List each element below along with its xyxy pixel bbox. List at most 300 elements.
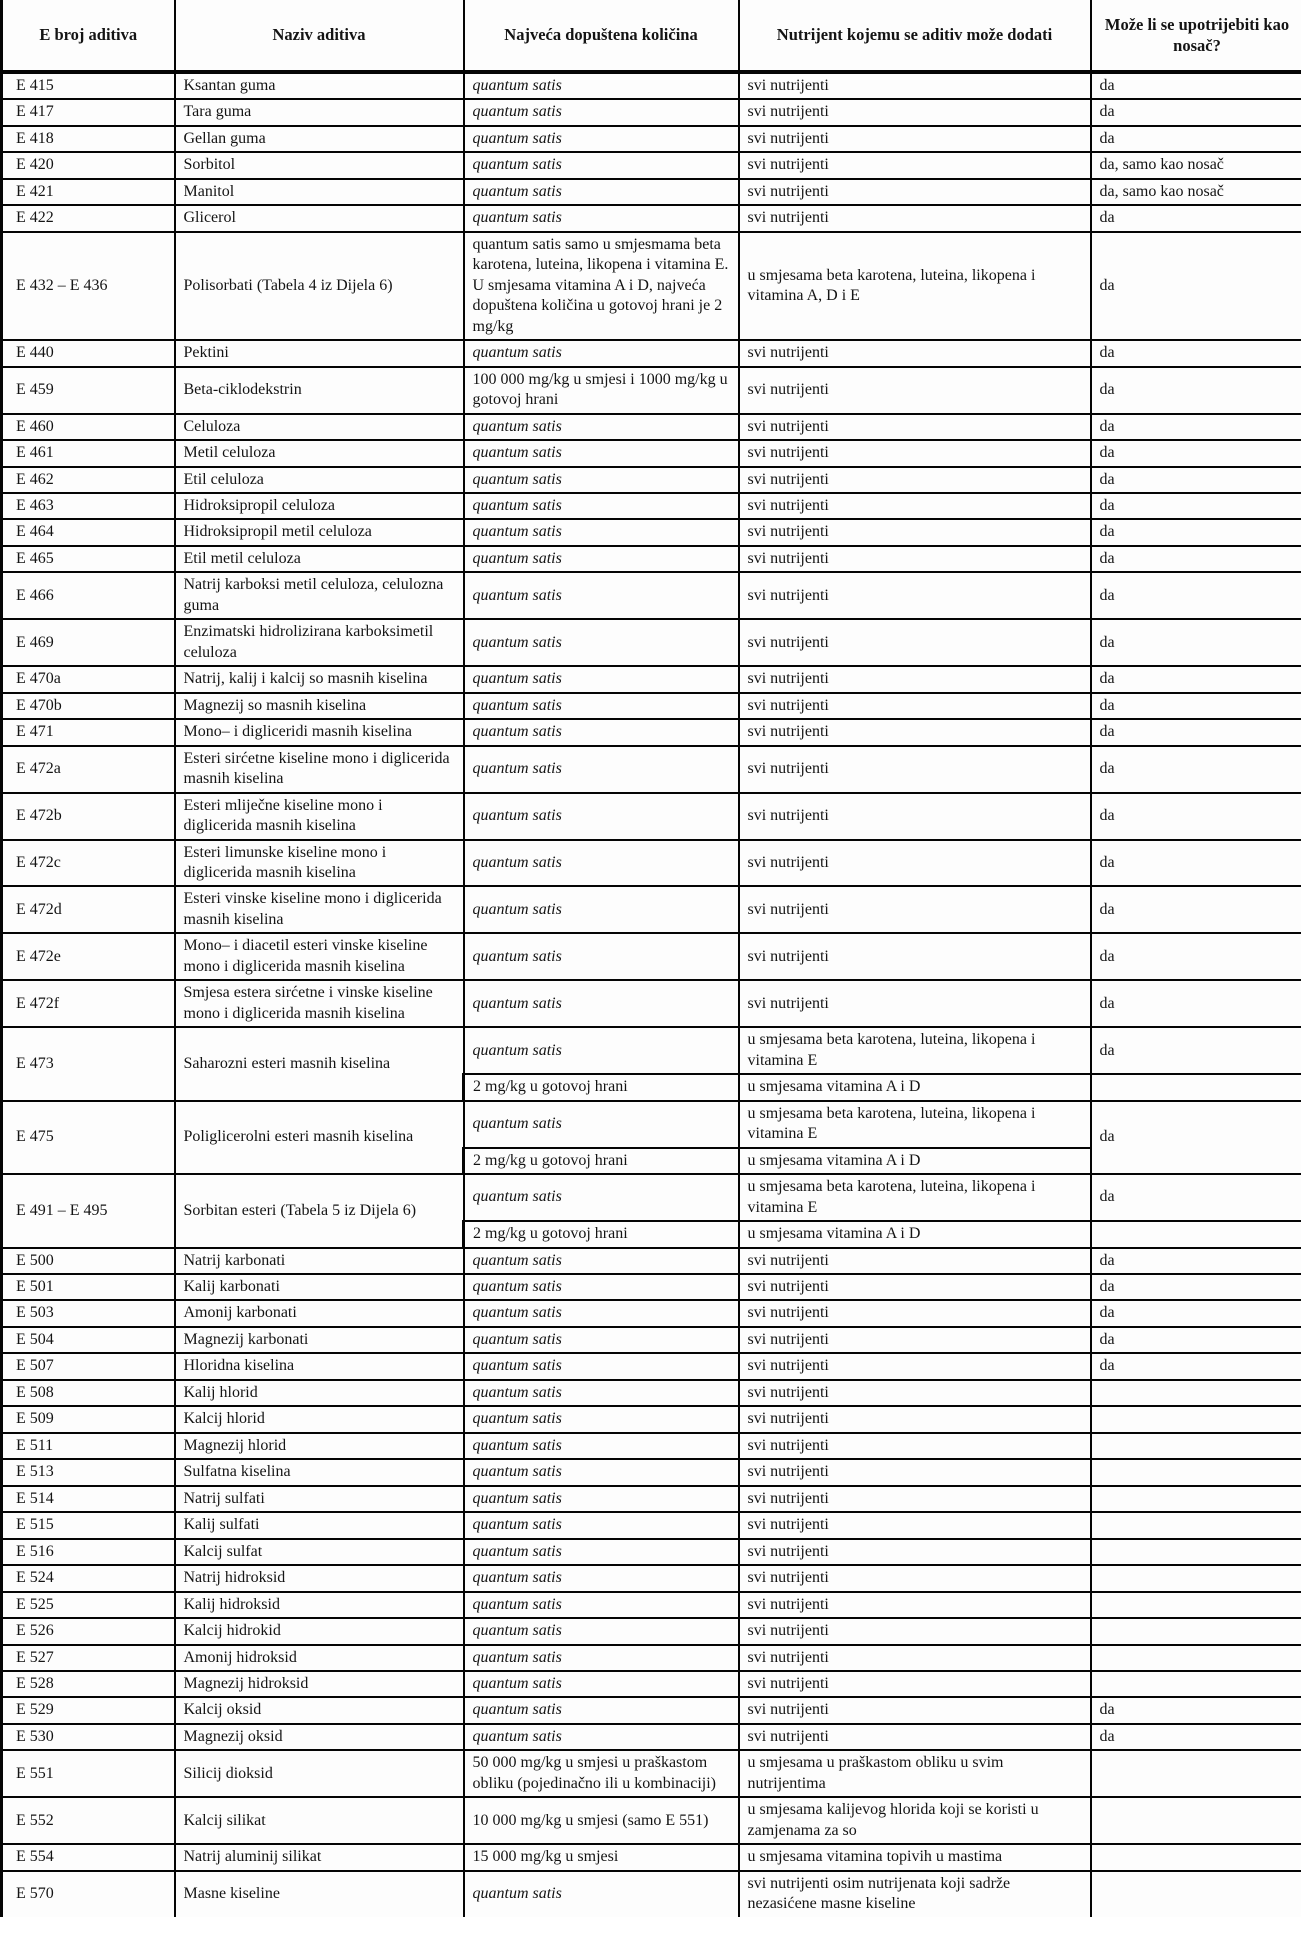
cell-additive-name: Beta-ciklodekstrin	[175, 367, 464, 414]
cell-e-number: E 552	[2, 1797, 175, 1844]
cell-additive-name: Poliglicerolni esteri masnih kiselina	[175, 1101, 464, 1174]
table-row	[2, 72, 1301, 99]
cell-additive-name: Hidroksipropil metil celuloza	[175, 519, 464, 545]
cell-nutrient: svi nutrijenti	[739, 1380, 1091, 1406]
cell-carrier: da	[1091, 546, 1301, 572]
cell-e-number: E 471	[2, 719, 175, 745]
cell-max-amount: quantum satis	[464, 126, 739, 152]
cell-additive-name: Sorbitol	[175, 152, 464, 178]
cell-carrier	[1091, 1380, 1301, 1406]
cell-additive-name: Magnezij hlorid	[175, 1433, 464, 1459]
table-row	[2, 1027, 1301, 1074]
cell-carrier	[1091, 1565, 1301, 1591]
cell-carrier	[1091, 1486, 1301, 1512]
cell-max-amount: quantum satis	[464, 1300, 739, 1326]
cell-e-number: E 527	[2, 1645, 175, 1671]
cell-e-number: E 432 – E 436	[2, 232, 175, 340]
cell-e-number: E 516	[2, 1539, 175, 1565]
cell-nutrient: svi nutrijenti	[739, 72, 1091, 99]
table-row	[2, 1539, 1301, 1565]
cell-e-number: E 466	[2, 572, 175, 619]
cell-max-amount: 10 000 mg/kg u smjesi (samo E 551)	[464, 1797, 739, 1844]
table-row	[2, 1486, 1301, 1512]
cell-e-number: E 475	[2, 1101, 175, 1174]
table-row	[2, 1844, 1301, 1870]
cell-additive-name: Magnezij so masnih kiselina	[175, 693, 464, 719]
cell-nutrient: svi nutrijenti	[739, 1671, 1091, 1697]
cell-max-amount: quantum satis	[464, 152, 739, 178]
table-row	[2, 232, 1301, 340]
cell-e-number: E 472d	[2, 886, 175, 933]
table-header	[2, 0, 1301, 72]
cell-additive-name: Saharozni esteri masnih kiselina	[175, 1027, 464, 1100]
cell-nutrient: svi nutrijenti	[739, 1724, 1091, 1750]
cell-nutrient: svi nutrijenti	[739, 1433, 1091, 1459]
table-row	[2, 519, 1301, 545]
cell-max-amount: quantum satis	[464, 719, 739, 745]
cell-nutrient: svi nutrijenti	[739, 746, 1091, 793]
cell-additive-name: Metil celuloza	[175, 440, 464, 466]
cell-carrier: da	[1091, 205, 1301, 231]
cell-carrier	[1091, 1433, 1301, 1459]
cell-nutrient: svi nutrijenti	[739, 886, 1091, 933]
cell-max-amount: 15 000 mg/kg u smjesi	[464, 1844, 739, 1870]
table-row	[2, 152, 1301, 178]
cell-e-number: E 513	[2, 1459, 175, 1485]
cell-additive-name: Pektini	[175, 340, 464, 366]
cell-carrier: da	[1091, 99, 1301, 125]
table-row	[2, 1512, 1301, 1538]
cell-nutrient: svi nutrijenti	[739, 1565, 1091, 1591]
cell-max-amount: quantum satis	[464, 205, 739, 231]
cell-nutrient: u smjesama kalijevog hlorida koji se koristi u zamjenama za so	[739, 1797, 1091, 1844]
cell-nutrient: u smjesama beta karotena, luteina, likopena i vitamina A, D i E	[739, 232, 1091, 340]
cell-additive-name: Hloridna kiselina	[175, 1353, 464, 1379]
cell-additive-name: Mono– i diacetil esteri vinske kiseline mono i diglicerida masnih kiselina	[175, 933, 464, 980]
cell-additive-name: Kalcij sulfat	[175, 1539, 464, 1565]
cell-carrier: da	[1091, 440, 1301, 466]
cell-carrier	[1091, 1797, 1301, 1844]
cell-additive-name: Etil metil celuloza	[175, 546, 464, 572]
cell-nutrient: u smjesama vitamina topivih u mastima	[739, 1844, 1091, 1870]
cell-e-number: E 470b	[2, 693, 175, 719]
cell-max-amount: 2 mg/kg u gotovoj hrani	[464, 1221, 739, 1247]
cell-nutrient: svi nutrijenti	[739, 99, 1091, 125]
column-header-max-amount: Najveća dopuštena količina	[464, 0, 739, 72]
cell-additive-name: Celuloza	[175, 414, 464, 440]
cell-carrier: da	[1091, 72, 1301, 99]
cell-additive-name: Magnezij karbonati	[175, 1327, 464, 1353]
table-row	[2, 793, 1301, 840]
cell-additive-name: Kalcij hidrokid	[175, 1618, 464, 1644]
cell-max-amount: quantum satis	[464, 72, 739, 99]
table-row	[2, 1433, 1301, 1459]
cell-e-number: E 515	[2, 1512, 175, 1538]
cell-additive-name: Esteri limunske kiseline mono i diglicerida masnih kiselina	[175, 840, 464, 887]
cell-carrier: da	[1091, 126, 1301, 152]
cell-e-number: E 470a	[2, 666, 175, 692]
column-header-carrier: Može li se upotrijebiti kao nosač?	[1091, 0, 1301, 72]
cell-e-number: E 507	[2, 1353, 175, 1379]
table-row	[2, 1565, 1301, 1591]
cell-nutrient: svi nutrijenti	[739, 493, 1091, 519]
cell-max-amount: quantum satis	[464, 1565, 739, 1591]
cell-additive-name: Tara guma	[175, 99, 464, 125]
cell-carrier: da	[1091, 1353, 1301, 1379]
cell-additive-name: Natrij, kalij i kalcij so masnih kiselina	[175, 666, 464, 692]
cell-carrier: da	[1091, 840, 1301, 887]
table-row	[2, 746, 1301, 793]
table-row	[2, 1618, 1301, 1644]
table-body	[2, 72, 1301, 1917]
table-row	[2, 1797, 1301, 1844]
cell-e-number: E 465	[2, 546, 175, 572]
table-row	[2, 1174, 1301, 1221]
cell-additive-name: Esteri mliječne kiseline mono i diglicerida masnih kiselina	[175, 793, 464, 840]
cell-max-amount: quantum satis	[464, 619, 739, 666]
cell-additive-name: Kalcij hlorid	[175, 1406, 464, 1432]
table-row	[2, 440, 1301, 466]
cell-additive-name: Sorbitan esteri (Tabela 5 iz Dijela 6)	[175, 1174, 464, 1247]
cell-nutrient: svi nutrijenti	[739, 440, 1091, 466]
cell-nutrient: svi nutrijenti	[739, 980, 1091, 1027]
cell-max-amount: quantum satis	[464, 1645, 739, 1671]
cell-additive-name: Kalcij silikat	[175, 1797, 464, 1844]
cell-e-number: E 529	[2, 1697, 175, 1723]
cell-nutrient: svi nutrijenti	[739, 340, 1091, 366]
cell-e-number: E 420	[2, 152, 175, 178]
column-header-e-number: E broj aditiva	[2, 0, 175, 72]
cell-carrier: da	[1091, 340, 1301, 366]
cell-nutrient: svi nutrijenti osim nutrijenata koji sadrže nezasićene masne kiseline	[739, 1871, 1091, 1917]
cell-carrier: da	[1091, 1174, 1301, 1221]
cell-max-amount: quantum satis	[464, 572, 739, 619]
cell-carrier	[1091, 1406, 1301, 1432]
cell-nutrient: svi nutrijenti	[739, 1459, 1091, 1485]
cell-e-number: E 524	[2, 1565, 175, 1591]
cell-max-amount: quantum satis	[464, 1459, 739, 1485]
cell-carrier: da	[1091, 1697, 1301, 1723]
cell-nutrient: svi nutrijenti	[739, 1353, 1091, 1379]
cell-e-number: E 461	[2, 440, 175, 466]
table-row	[2, 1353, 1301, 1379]
cell-e-number: E 472b	[2, 793, 175, 840]
cell-max-amount: 50 000 mg/kg u smjesi u praškastom obliku (pojedinačno ili u kombinaciji)	[464, 1750, 739, 1797]
cell-additive-name: Ksantan guma	[175, 72, 464, 99]
cell-carrier: da	[1091, 980, 1301, 1027]
cell-e-number: E 528	[2, 1671, 175, 1697]
cell-max-amount: quantum satis	[464, 840, 739, 887]
cell-additive-name: Kalcij oksid	[175, 1697, 464, 1723]
cell-e-number: E 514	[2, 1486, 175, 1512]
cell-carrier: da	[1091, 1274, 1301, 1300]
cell-nutrient: u smjesama beta karotena, luteina, likopena i vitamina E	[739, 1027, 1091, 1074]
cell-additive-name: Smjesa estera sirćetne i vinske kiseline mono i diglicerida masnih kiselina	[175, 980, 464, 1027]
cell-max-amount: quantum satis	[464, 440, 739, 466]
cell-carrier	[1091, 1221, 1301, 1247]
table-row	[2, 179, 1301, 205]
table-row	[2, 467, 1301, 493]
cell-additive-name: Hidroksipropil celuloza	[175, 493, 464, 519]
cell-carrier	[1091, 1871, 1301, 1917]
table-row	[2, 666, 1301, 692]
cell-carrier: da	[1091, 493, 1301, 519]
cell-max-amount: 2 mg/kg u gotovoj hrani	[464, 1074, 739, 1100]
cell-nutrient: svi nutrijenti	[739, 572, 1091, 619]
cell-nutrient: svi nutrijenti	[739, 1486, 1091, 1512]
cell-carrier	[1091, 1592, 1301, 1618]
cell-additive-name: Kalij sulfati	[175, 1512, 464, 1538]
cell-carrier: da	[1091, 719, 1301, 745]
cell-max-amount: 100 000 mg/kg u smjesi i 1000 mg/kg u gotovoj hrani	[464, 367, 739, 414]
cell-carrier	[1091, 1645, 1301, 1671]
cell-additive-name: Gellan guma	[175, 126, 464, 152]
cell-additive-name: Masne kiseline	[175, 1871, 464, 1917]
cell-e-number: E 462	[2, 467, 175, 493]
cell-e-number: E 421	[2, 179, 175, 205]
cell-e-number: E 504	[2, 1327, 175, 1353]
cell-carrier: da	[1091, 1101, 1301, 1174]
cell-max-amount: quantum satis	[464, 1486, 739, 1512]
cell-e-number: E 526	[2, 1618, 175, 1644]
cell-additive-name: Natrij karbonati	[175, 1248, 464, 1274]
cell-e-number: E 508	[2, 1380, 175, 1406]
cell-nutrient: svi nutrijenti	[739, 1539, 1091, 1565]
cell-carrier: da, samo kao nosač	[1091, 152, 1301, 178]
cell-max-amount: quantum satis	[464, 746, 739, 793]
cell-additive-name: Kalij hlorid	[175, 1380, 464, 1406]
table-row	[2, 1671, 1301, 1697]
table-row	[2, 572, 1301, 619]
cell-max-amount: quantum satis	[464, 886, 739, 933]
table-row	[2, 1274, 1301, 1300]
table-row	[2, 340, 1301, 366]
cell-additive-name: Magnezij hidroksid	[175, 1671, 464, 1697]
cell-additive-name: Natrij hidroksid	[175, 1565, 464, 1591]
cell-nutrient: svi nutrijenti	[739, 933, 1091, 980]
cell-max-amount: quantum satis	[464, 793, 739, 840]
cell-max-amount: quantum satis	[464, 1697, 739, 1723]
cell-max-amount: quantum satis	[464, 179, 739, 205]
cell-e-number: E 464	[2, 519, 175, 545]
cell-carrier	[1091, 1750, 1301, 1797]
cell-carrier: da	[1091, 519, 1301, 545]
table-row	[2, 1750, 1301, 1797]
cell-e-number: E 417	[2, 99, 175, 125]
cell-carrier: da	[1091, 933, 1301, 980]
table-row	[2, 1406, 1301, 1432]
cell-e-number: E 440	[2, 340, 175, 366]
table-row	[2, 367, 1301, 414]
table-row	[2, 1300, 1301, 1326]
cell-carrier: da	[1091, 1300, 1301, 1326]
cell-carrier: da	[1091, 467, 1301, 493]
table-row	[2, 1697, 1301, 1723]
cell-carrier: da	[1091, 414, 1301, 440]
cell-max-amount: quantum satis	[464, 467, 739, 493]
cell-nutrient: svi nutrijenti	[739, 1300, 1091, 1326]
cell-e-number: E 472e	[2, 933, 175, 980]
cell-carrier	[1091, 1539, 1301, 1565]
cell-additive-name: Silicij dioksid	[175, 1750, 464, 1797]
table-row	[2, 1248, 1301, 1274]
cell-e-number: E 422	[2, 205, 175, 231]
cell-max-amount: quantum satis	[464, 980, 739, 1027]
cell-additive-name: Etil celuloza	[175, 467, 464, 493]
cell-max-amount: quantum satis	[464, 1101, 739, 1148]
cell-nutrient: svi nutrijenti	[739, 1327, 1091, 1353]
table-row	[2, 1327, 1301, 1353]
cell-max-amount: quantum satis	[464, 1671, 739, 1697]
cell-carrier	[1091, 1074, 1301, 1100]
cell-e-number: E 472c	[2, 840, 175, 887]
cell-additive-name: Magnezij oksid	[175, 1724, 464, 1750]
header-row	[2, 0, 1301, 72]
cell-e-number: E 415	[2, 72, 175, 99]
cell-carrier	[1091, 1512, 1301, 1538]
cell-nutrient: svi nutrijenti	[739, 152, 1091, 178]
cell-e-number: E 418	[2, 126, 175, 152]
cell-carrier: da	[1091, 1327, 1301, 1353]
cell-max-amount: quantum satis	[464, 340, 739, 366]
cell-nutrient: svi nutrijenti	[739, 467, 1091, 493]
cell-e-number: E 570	[2, 1871, 175, 1917]
cell-additive-name: Sulfatna kiselina	[175, 1459, 464, 1485]
cell-additive-name: Mono– i digliceridi masnih kiselina	[175, 719, 464, 745]
cell-additive-name: Amonij karbonati	[175, 1300, 464, 1326]
cell-max-amount: quantum satis	[464, 1618, 739, 1644]
cell-carrier: da	[1091, 367, 1301, 414]
cell-max-amount: quantum satis	[464, 546, 739, 572]
cell-carrier: da	[1091, 1027, 1301, 1074]
cell-max-amount: quantum satis	[464, 1433, 739, 1459]
cell-max-amount: quantum satis	[464, 1353, 739, 1379]
cell-nutrient: svi nutrijenti	[739, 693, 1091, 719]
cell-max-amount: quantum satis	[464, 1248, 739, 1274]
cell-carrier: da	[1091, 746, 1301, 793]
cell-max-amount: quantum satis	[464, 1871, 739, 1917]
table-row	[2, 719, 1301, 745]
cell-additive-name: Kalij karbonati	[175, 1274, 464, 1300]
cell-max-amount: quantum satis	[464, 933, 739, 980]
cell-max-amount: quantum satis	[464, 693, 739, 719]
cell-e-number: E 503	[2, 1300, 175, 1326]
cell-e-number: E 551	[2, 1750, 175, 1797]
cell-max-amount: quantum satis samo u smjesmama beta karotena, luteina, likopena i vitamina E. U smjesama vitamina A i D, najveća dopuštena količina u gotovoj hrani je 2 mg/kg	[464, 232, 739, 340]
cell-e-number: E 472a	[2, 746, 175, 793]
cell-nutrient: svi nutrijenti	[739, 205, 1091, 231]
cell-carrier: da	[1091, 693, 1301, 719]
cell-nutrient: svi nutrijenti	[739, 1512, 1091, 1538]
cell-e-number: E 500	[2, 1248, 175, 1274]
cell-nutrient: svi nutrijenti	[739, 840, 1091, 887]
cell-e-number: E 460	[2, 414, 175, 440]
cell-max-amount: quantum satis	[464, 1512, 739, 1538]
table-row	[2, 619, 1301, 666]
cell-nutrient: svi nutrijenti	[739, 1406, 1091, 1432]
table-row	[2, 99, 1301, 125]
cell-max-amount: quantum satis	[464, 1274, 739, 1300]
cell-max-amount: 2 mg/kg u gotovoj hrani	[464, 1148, 739, 1174]
column-header-additive-name: Naziv aditiva	[175, 0, 464, 72]
cell-additive-name: Polisorbati (Tabela 4 iz Dijela 6)	[175, 232, 464, 340]
cell-e-number: E 530	[2, 1724, 175, 1750]
cell-nutrient: svi nutrijenti	[739, 1248, 1091, 1274]
cell-additive-name: Manitol	[175, 179, 464, 205]
cell-carrier: da, samo kao nosač	[1091, 179, 1301, 205]
cell-max-amount: quantum satis	[464, 1406, 739, 1432]
cell-carrier: da	[1091, 619, 1301, 666]
cell-nutrient: svi nutrijenti	[739, 1592, 1091, 1618]
cell-e-number: E 473	[2, 1027, 175, 1100]
cell-max-amount: quantum satis	[464, 1592, 739, 1618]
cell-carrier: da	[1091, 1248, 1301, 1274]
cell-e-number: E 472f	[2, 980, 175, 1027]
table-row	[2, 1724, 1301, 1750]
cell-e-number: E 469	[2, 619, 175, 666]
cell-nutrient: svi nutrijenti	[739, 519, 1091, 545]
cell-nutrient: svi nutrijenti	[739, 666, 1091, 692]
table-row	[2, 1101, 1301, 1148]
column-header-nutrient: Nutrijent kojemu se aditiv može dodati	[739, 0, 1091, 72]
cell-nutrient: svi nutrijenti	[739, 367, 1091, 414]
cell-additive-name: Enzimatski hidrolizirana karboksimetil celuloza	[175, 619, 464, 666]
cell-e-number: E 511	[2, 1433, 175, 1459]
cell-additive-name: Natrij aluminij silikat	[175, 1844, 464, 1870]
cell-additive-name: Natrij karboksi metil celuloza, celulozna guma	[175, 572, 464, 619]
cell-e-number: E 525	[2, 1592, 175, 1618]
table-row	[2, 1380, 1301, 1406]
table-row	[2, 493, 1301, 519]
table-row	[2, 1645, 1301, 1671]
cell-carrier	[1091, 1618, 1301, 1644]
cell-e-number: E 463	[2, 493, 175, 519]
cell-max-amount: quantum satis	[464, 493, 739, 519]
table-row	[2, 414, 1301, 440]
cell-e-number: E 509	[2, 1406, 175, 1432]
cell-nutrient: svi nutrijenti	[739, 1274, 1091, 1300]
cell-nutrient: u smjesama beta karotena, luteina, likopena i vitamina E	[739, 1101, 1091, 1148]
cell-max-amount: quantum satis	[464, 1539, 739, 1565]
cell-carrier: da	[1091, 1724, 1301, 1750]
table-row	[2, 205, 1301, 231]
cell-nutrient: u smjesama u praškastom obliku u svim nutrijentima	[739, 1750, 1091, 1797]
table-row	[2, 980, 1301, 1027]
cell-nutrient: svi nutrijenti	[739, 793, 1091, 840]
cell-max-amount: quantum satis	[464, 1380, 739, 1406]
table-row	[2, 693, 1301, 719]
cell-nutrient: svi nutrijenti	[739, 719, 1091, 745]
cell-carrier: da	[1091, 666, 1301, 692]
cell-nutrient: svi nutrijenti	[739, 1618, 1091, 1644]
cell-nutrient: u smjesama vitamina A i D	[739, 1148, 1091, 1174]
cell-carrier: da	[1091, 572, 1301, 619]
table-row	[2, 1459, 1301, 1485]
table-row	[2, 126, 1301, 152]
cell-additive-name: Natrij sulfati	[175, 1486, 464, 1512]
cell-additive-name: Esteri sirćetne kiseline mono i diglicerida masnih kiselina	[175, 746, 464, 793]
table-row	[2, 933, 1301, 980]
cell-max-amount: quantum satis	[464, 519, 739, 545]
cell-nutrient: svi nutrijenti	[739, 179, 1091, 205]
cell-carrier: da	[1091, 232, 1301, 340]
cell-max-amount: quantum satis	[464, 414, 739, 440]
cell-nutrient: svi nutrijenti	[739, 414, 1091, 440]
cell-nutrient: u smjesama vitamina A i D	[739, 1074, 1091, 1100]
cell-additive-name: Esteri vinske kiseline mono i diglicerida masnih kiselina	[175, 886, 464, 933]
cell-carrier	[1091, 1459, 1301, 1485]
cell-nutrient: u smjesama beta karotena, luteina, likopena i vitamina E	[739, 1174, 1091, 1221]
